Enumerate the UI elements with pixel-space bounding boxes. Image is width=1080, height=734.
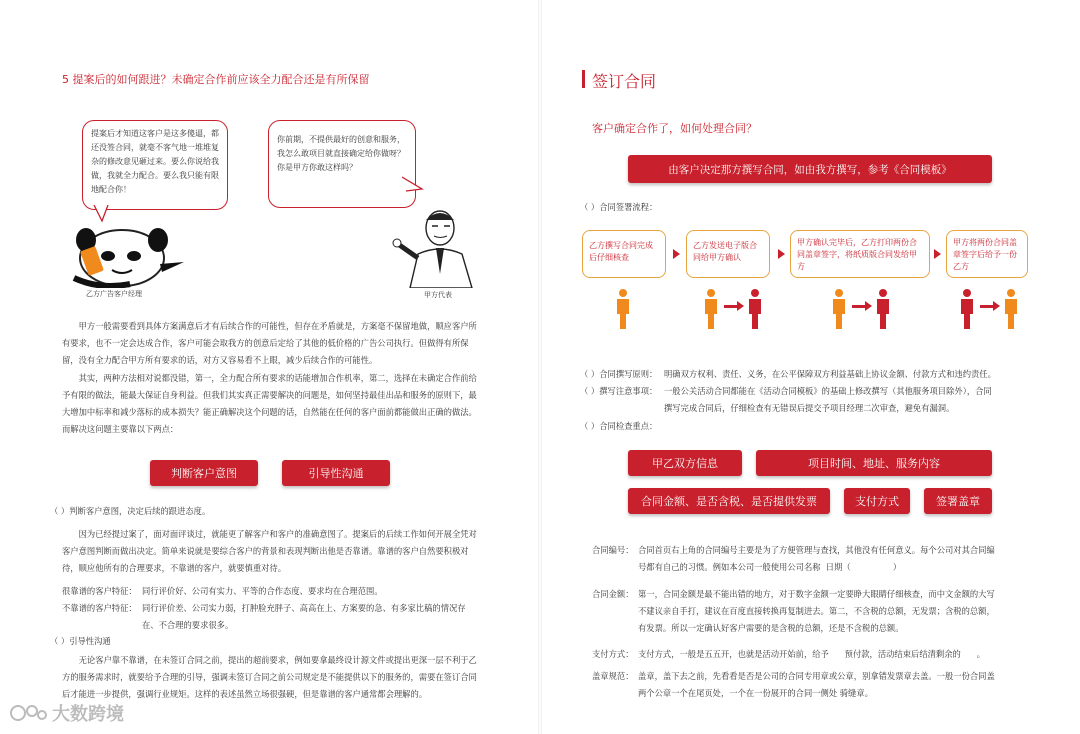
flow-step-1: 乙方撰写合同完成后仔细核查 [582,230,666,278]
unreliable-label: 不靠谱的客户特征： [62,603,137,613]
person-icon-orange-1 [614,288,632,330]
detail-payment-text: 支付方式，一般是五五开，也就是活动开始前，给予 预付款，活动结束后结清剩余的 。 [638,649,985,659]
flow-step-4: 甲方将两份合同盖章签字后给予一份乙方 [946,230,1028,278]
flow-step-3: 甲方确认完毕后，乙方打印两份合同盖章签字，将纸质版合同发给甲方 [790,230,930,278]
contract-writer-banner: 由客户决定那方撰写合同，如由我方撰写，参考《合同模板》 [628,155,992,183]
principle-label: （ ）合同撰写原则： [580,369,658,379]
reliable-label: 很靠谱的客户特征： [62,586,137,596]
client-meme-image [392,204,482,288]
panda-meme-image [70,218,186,288]
watermark [8,700,124,726]
person-arrow-2 [865,301,872,311]
check-amount-tax-invoice: 合同金额、是否含税、是否提供发票 [628,488,830,514]
person-icon-red-2 [874,288,892,330]
arrow-line-2 [852,305,866,308]
check-time-address-service: 项目时间、地址、服务内容 [756,450,992,476]
note-label: （ ）撰写注意事项： [580,386,658,396]
detail-amount-text-1: 第一，合同金额是最不能出错的地方，对于数字金额一定要睁大眼睛仔细核查，而中文金额的大写 [638,589,995,599]
section2-paragraph: 无论客户靠不靠谱，在未签订合同之前，提出的超前要求，例如要拿最终设计源文件或提出更深一层不利于乙方的服务需求时，就要给予合理的引导，强调未签订合同之前公司规定是不能提供以下的服务的，需要在签订合同后才能进一步提供，强调行业规矩。这样的表述虽然立场很强硬，但是靠谱的客户通常都会理解的。 [62,655,477,699]
caption-agency: 乙方广告客户经理 [86,290,142,298]
person-icon-red-1 [746,288,764,330]
right-title: 签订合同 [592,72,657,91]
guided-communication-button[interactable]: 引导性沟通 [282,460,390,486]
bubble-agency: 提案后才知道这客户是这多傻逼，都还没签合同，就毫不客气地一堆堆复杂的修改意见砸过来。要么你说给我做，我就全力配合。要么我只能有限地配合你！ [82,120,228,210]
section1-title: （ ）判断客户意图，决定后续的跟进态度。 [50,506,211,516]
flow-step-2: 乙方发送电子版合同给甲方确认 [686,230,770,278]
detail-number-text-1: 合同首页右上角的合同编号主要是为了方便管理与查找，其他没有任何意义。每个公司对其合同编 [638,545,995,555]
detail-seal-text-1: 盖章，盖下去之前，先看看是否是公司的合同专用章或公章，别拿错发票章去盖。一般一份合同盖 [638,671,995,681]
detail-amount-text-3: 有发票。所以一定确认好客户需要的是含税的总额，还是不含税的总额。 [638,623,904,633]
watermark-text: 大数跨境 [52,704,124,725]
watermark-logo-icon [8,702,48,724]
check-seal-signature: 签署盖章 [924,488,992,514]
left-paragraph-1: 甲方一般需要看到具体方案满意后才有后续合作的可能性，但存在矛盾就是，方案毫不保留地做，顺应客户所有要求，也不一定会达成合作，客户可能会取我方的创意后定给了其他的低价格的广告公司执行。但做得有所保留，没有全力配合甲方所有要求的话，对方又容易看不上眼，减少后续合作的可能性。 [62,321,477,365]
unreliable-text-1: 同行评价差、公司实力弱，打肿脸充胖子、高高在上、方案要的急、有多家比稿的情况存 [142,603,466,613]
left-heading: 5 提案后的如何跟进？未确定合作前应该全力配合还是有所保留 [62,73,370,86]
right-subtitle: 客户确定合作了，如何处理合同？ [592,122,757,135]
caption-client: 甲方代表 [424,291,452,299]
note-text-2: 撰写完成合同后，仔细检查有无错误后提交予项目经理二次审查，避免有漏洞。 [664,403,955,413]
bubble-tail-right [402,175,424,197]
unreliable-text-2: 在、不合理的要求很多。 [142,620,234,630]
person-icon-orange-3 [830,288,848,330]
person-icon-orange-4 [1002,288,1020,330]
reliable-text: 同行评价好、公司有实力、平等的合作态度、要求均在合理范围。 [142,586,383,596]
detail-number-text-2: 号都有自己的习惯。例如本公司一般使用公司名称 日期（ ） [638,562,902,572]
check-label: （ ）合同检查重点： [580,421,658,431]
principle-text: 明确双方权利、责任、义务，在公平保障双方利益基础上协议金额、付款方式和违约责任。 [664,369,996,379]
arrow-line-1 [724,305,738,308]
arrow-line-3 [980,305,994,308]
process-title: （ ）合同签署流程： [580,202,658,212]
left-paragraph-2: 其实，两种方法相对说都没错，第一，全力配合所有要求的话能增加合作机率，第二，选择在未确定合作前给予有限的做法，能最大保证自身利益。但我们其实真正需要解决的问题是，如何坚持最佳出品和服务的原则下，最大增加中标率和减少落标的成本损失？能正确解决这个问题的话，自然能在任何的客户面前都能做出正确的做法。而解决这问题主要靠以下两点： [62,373,477,434]
bubble-client: 你前期，不提供最好的创意和服务，我怎么敢项目就直接确定给你做呀？你是甲方你敢这样吗？ [268,120,416,208]
detail-amount-text-2: 不建议亲自手打，建议在百度直接转换再复制进去。第二，不含税的总额，无发票；含税的总额， [638,606,995,616]
detail-number-label: 合同编号： [592,545,634,555]
person-arrow-3 [993,301,1000,311]
detail-amount-label: 合同金额： [592,589,634,599]
flow-arrow-1 [673,249,680,259]
check-payment-method: 支付方式 [844,488,910,514]
detail-seal-label: 盖章规范： [592,671,634,681]
note-text-1: 一般公关活动合同都能在《活动合同模板》的基础上修改撰写（其他服务项目除外），合同 [664,386,992,396]
person-icon-red-3 [958,288,976,330]
flow-arrow-3 [934,249,941,259]
person-icon-orange-2 [702,288,720,330]
flow-arrow-2 [778,249,785,259]
detail-seal-text-2: 两个公章一个在尾页处，一个在一份展开的合同一侧处 骑缝章。 [638,688,873,698]
detail-payment-label: 支付方式： [592,649,634,659]
judge-intent-button[interactable]: 判断客户意图 [150,460,258,486]
section2-title: （ ）引导性沟通 [50,636,111,646]
right-page [540,0,1080,734]
person-arrow-1 [737,301,744,311]
section1-paragraph: 因为已经提过案了，面对面评谈过，就能更了解客户和客户的准确意图了。提案后的后续工作如何开展全凭对客户意图判断而做出决定。简单来说就是要综合客户的背景和表现判断出他是否靠谱。靠谱的客户自然要积极对待，顺应他所有的合理要求，不靠谱的客户，就要慎重对待。 [62,529,477,573]
title-bar-accent [582,70,585,88]
check-party-info: 甲乙双方信息 [628,450,742,476]
